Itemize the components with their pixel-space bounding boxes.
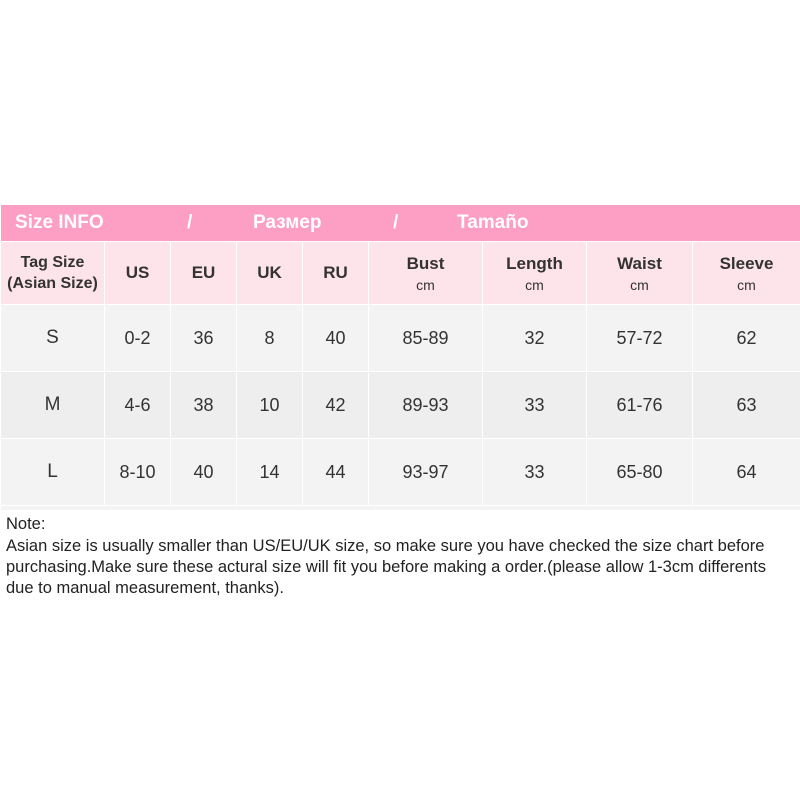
header-sleeve-label: Sleeve	[719, 253, 774, 273]
table-row	[1, 372, 800, 439]
cell-waist: 65-80	[587, 439, 693, 506]
size-chart	[0, 204, 800, 541]
banner-title-en: Size INFO	[15, 212, 104, 233]
cell-us: 0-2	[105, 305, 171, 372]
cell-sleeve: 64	[693, 439, 800, 506]
cell-sleeve: 62	[693, 305, 800, 372]
cell-length: 33	[483, 439, 587, 506]
header-ru	[303, 242, 369, 305]
header-sleeve-unit: cm	[737, 276, 756, 293]
cell-sleeve: 63	[693, 372, 800, 439]
header-tag-size-line1: Tag Size	[20, 254, 85, 271]
cell-uk: 14	[237, 439, 303, 506]
cell-eu: 36	[171, 305, 237, 372]
header-waist-label: Waist	[617, 253, 662, 273]
cell-ru: 40	[303, 305, 369, 372]
cell-tag-size: S	[1, 305, 105, 372]
header-waist-unit: cm	[630, 276, 649, 293]
cell-tag-size: M	[1, 372, 105, 439]
header-us-label: US	[125, 263, 150, 282]
cell-uk: 8	[237, 305, 303, 372]
banner-title-es: Tamaño	[457, 212, 529, 233]
table-row	[1, 305, 800, 372]
note-body: Asian size is usually smaller than US/EU/UK size, so make sure you have checked the size chart before purchasing.Make sure these actural size will fit you before making a order.(please allow 1-3cm differents due to manual measurement, thanks).	[6, 537, 766, 597]
cell-uk: 10	[237, 372, 303, 439]
banner-separator-1: /	[187, 212, 193, 233]
cell-tag-size: L	[1, 439, 105, 506]
header-tag-size	[1, 242, 105, 305]
cell-us: 4-6	[105, 372, 171, 439]
cell-us: 8-10	[105, 439, 171, 506]
table-row	[1, 439, 800, 506]
header-uk	[237, 242, 303, 305]
header-eu	[171, 242, 237, 305]
note-label: Note:	[6, 515, 46, 533]
cell-eu: 40	[171, 439, 237, 506]
banner-row	[1, 205, 800, 242]
header-waist	[587, 242, 693, 305]
header-ru-label: RU	[323, 263, 348, 282]
cell-waist: 57-72	[587, 305, 693, 372]
header-eu-label: EU	[191, 263, 216, 282]
header-uk-label: UK	[257, 263, 282, 282]
banner-cell	[1, 205, 800, 242]
header-length-label: Length	[506, 253, 563, 273]
header-bust-label: Bust	[406, 253, 445, 273]
note-section	[0, 510, 800, 599]
header-sleeve	[693, 242, 800, 305]
cell-length: 32	[483, 305, 587, 372]
header-bust-unit: cm	[416, 276, 435, 293]
size-table	[0, 204, 800, 541]
header-us	[105, 242, 171, 305]
cell-eu: 38	[171, 372, 237, 439]
header-tag-size-line2: (Asian Size)	[7, 275, 98, 292]
header-length-unit: cm	[525, 276, 544, 293]
banner-title-ru: Размер	[253, 212, 322, 233]
cell-bust: 89-93	[369, 372, 483, 439]
cell-ru: 42	[303, 372, 369, 439]
header-length	[483, 242, 587, 305]
header-bust	[369, 242, 483, 305]
cell-bust: 85-89	[369, 305, 483, 372]
cell-length: 33	[483, 372, 587, 439]
cell-bust: 93-97	[369, 439, 483, 506]
banner-separator-2: /	[393, 212, 399, 233]
table-header-row	[1, 242, 800, 305]
banner	[1, 205, 800, 241]
cell-ru: 44	[303, 439, 369, 506]
cell-waist: 61-76	[587, 372, 693, 439]
